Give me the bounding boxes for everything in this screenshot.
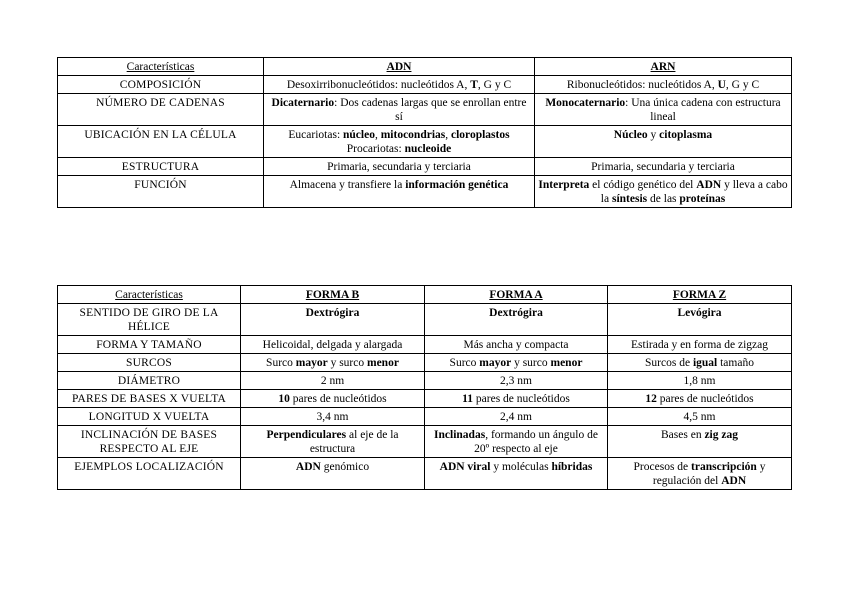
table-cell: 2,3 nm [425,372,608,390]
table-cell: Estirada y en forma de zigzag [608,336,792,354]
table-cell: Almacena y transfiere la información genética [264,176,535,208]
table-header-row [58,286,792,304]
bold-text: Inclinadas [434,429,486,441]
table-row [58,372,792,390]
row-label: NÚMERO DE CADENAS [58,94,264,126]
header-caracteristicas: Características [58,58,264,76]
table-cell: 1,8 nm [608,372,792,390]
table-row [58,158,792,176]
table-cell: Inclinadas, formando un ángulo de 20º respecto al eje [425,426,608,458]
bold-text: síntesis [611,193,648,205]
table-cell: 4,5 nm [608,408,792,426]
bold-text: menor [367,357,399,369]
bold-text: información genética [405,179,509,191]
table-cell [425,304,608,336]
row-label: PARES DE BASES X VUELTA [58,390,241,408]
bold-text: 12 [645,393,657,405]
table-row [58,458,792,490]
table-cell: Surcos de igual tamaño [608,354,792,372]
row-label: ESTRUCTURA [58,158,264,176]
table-header-row [58,58,792,76]
table-cell: Dicaternario: Dos cadenas largas que se enrollan entre sí [264,94,535,126]
table-row [58,426,792,458]
header-arn: ARN [535,58,792,76]
row-label: FUNCIÓN [58,176,264,208]
header-forma-a: FORMA A [425,286,608,304]
row-label: SENTIDO DE GIRO DE LA HÉLICE [58,304,241,336]
bold-text: Dextrógira [305,307,360,319]
row-label: LONGITUD X VUELTA [58,408,241,426]
table-cell: Primaria, secundaria y terciaria [535,158,792,176]
bold-text: cloroplastos [451,129,510,141]
table-cell: ADN viral y moléculas híbridas [425,458,608,490]
table-cell: Primaria, secundaria y terciaria [264,158,535,176]
bold-text: Monocaternario [545,97,626,109]
bold-text: 10 [278,393,290,405]
bold-text: 11 [462,393,474,405]
row-label: SURCOS [58,354,241,372]
table-cell: 2,4 nm [425,408,608,426]
bold-text: ADN [721,475,747,487]
table-cell: 11 pares de nucleótidos [425,390,608,408]
header-caracteristicas: Características [58,286,241,304]
table-cell: 2 nm [241,372,425,390]
bold-text: proteínas [679,193,726,205]
bold-text: mayor [479,357,512,369]
bold-text: ADN [295,461,321,473]
table-row [58,390,792,408]
table-row [58,336,792,354]
table-cell: 12 pares de nucleótidos [608,390,792,408]
bold-text: citoplasma [659,129,713,141]
table-cell: Surco mayor y surco menor [425,354,608,372]
table-cell: Helicoidal, delgada y alargada [241,336,425,354]
table-cell [241,304,425,336]
table-cell: Desoxirribonucleótidos: nucleótidos A, T, G y C [264,76,535,94]
table-cell: Más ancha y compacta [425,336,608,354]
table-row [58,126,792,158]
bold-text: Levógira [677,307,722,319]
table-row [58,176,792,208]
table-cell: ADN genómico [241,458,425,490]
bold-text: Perpendiculares [266,429,347,441]
bold-text: núcleo [343,129,375,141]
table-cell [608,304,792,336]
table-cell: Interpreta el código genético del ADN y lleva a cabo la síntesis de las proteínas [535,176,792,208]
row-label: UBICACIÓN EN LA CÉLULA [58,126,264,158]
bold-text: Dicaternario [271,97,335,109]
bold-text: Núcleo [613,129,648,141]
comparison-table-adn-arn [57,57,792,208]
bold-text: U [717,79,726,91]
bold-text: mitocondrias [380,129,446,141]
bold-text: nucleoide [404,143,452,155]
header-forma-z: FORMA Z [608,286,792,304]
table-cell: Perpendiculares al eje de la estructura [241,426,425,458]
table-cell: Bases en zig zag [608,426,792,458]
bold-text: Dextrógira [489,307,543,319]
bold-text: híbridas [551,461,593,473]
row-label: FORMA Y TAMAÑO [58,336,241,354]
header-adn: ADN [264,58,535,76]
table-cell: Monocaternario: Una única cadena con estructura lineal [535,94,792,126]
table-cell: Procesos de transcripción y regulación del ADN [608,458,792,490]
table-row [58,304,792,336]
row-label: COMPOSICIÓN [58,76,264,94]
table-cell: Ribonucleótidos: nucleótidos A, U, G y C [535,76,792,94]
table-cell: 10 pares de nucleótidos [241,390,425,408]
bold-text: ADN [696,179,722,191]
table-row [58,76,792,94]
table-cell: Eucariotas: núcleo, mitocondrias, cloroplastos Procariotas: nucleoide [264,126,535,158]
bold-text: igual [692,357,718,369]
table-row [58,94,792,126]
bold-text: transcripción [691,461,757,473]
table-cell: 3,4 nm [241,408,425,426]
row-label: INCLINACIÓN DE BASES RESPECTO AL EJE [58,426,241,458]
table-cell: Surco mayor y surco menor [241,354,425,372]
header-forma-b: FORMA B [241,286,425,304]
row-label: EJEMPLOS LOCALIZACIÓN [58,458,241,490]
bold-text: T [470,79,478,91]
comparison-table-formas [57,285,792,490]
row-label: DIÁMETRO [58,372,241,390]
table-cell: Núcleo y citoplasma [535,126,792,158]
table-row [58,354,792,372]
bold-text: Interpreta [538,179,590,191]
bold-text: zig zag [704,429,738,441]
bold-text: menor [550,357,583,369]
bold-text: ADN viral [439,461,491,473]
table-row [58,408,792,426]
bold-text: mayor [295,357,328,369]
